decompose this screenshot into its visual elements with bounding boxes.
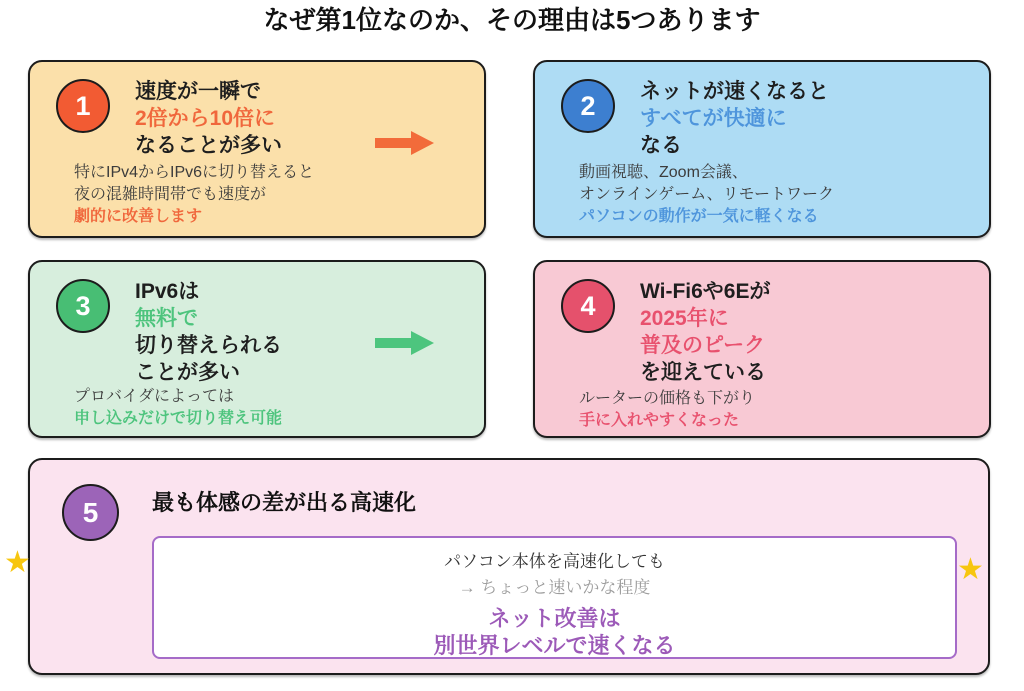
body-line: プロバイダによっては bbox=[74, 388, 235, 405]
number-badge-4: 4 bbox=[561, 279, 615, 333]
body-line: オンラインゲーム、リモートワーク bbox=[579, 186, 835, 203]
body-line: 動画視聴、Zoom会議、 bbox=[579, 164, 748, 181]
reason-card-4 bbox=[533, 260, 991, 438]
heading-line: ことが多い bbox=[135, 361, 240, 384]
heading-line: なる bbox=[640, 134, 682, 157]
heading-line-accent: 2025年に bbox=[640, 307, 729, 330]
card-body bbox=[579, 162, 834, 228]
number-badge-5: 5 bbox=[62, 484, 119, 541]
heading-line: 速度が一瞬で bbox=[135, 80, 261, 103]
heading-line-accent: 2倍から10倍に bbox=[135, 107, 276, 130]
reason-card-1 bbox=[28, 60, 486, 238]
heading-line: なることが多い bbox=[135, 134, 282, 157]
body-line: 夜の混雑時間帯でも速度が bbox=[74, 186, 267, 203]
card-body bbox=[74, 386, 282, 430]
star-icon-right: ★ bbox=[957, 553, 984, 586]
heading-line: 切り替えられる bbox=[135, 334, 282, 357]
star-icon-left: ★ bbox=[4, 546, 31, 579]
right-arrow-icon bbox=[375, 131, 434, 155]
conclusion-line: ネット改善は bbox=[488, 606, 621, 631]
heading-line: ネットが速くなると bbox=[640, 80, 829, 103]
comparison-box bbox=[152, 536, 957, 659]
reason-card-3 bbox=[28, 260, 486, 438]
right-arrow-icon bbox=[375, 331, 434, 355]
card-body bbox=[579, 388, 755, 432]
comparison-result-line: → ちょっと速いかな程度 bbox=[458, 578, 651, 597]
highlight-card-5 bbox=[28, 458, 990, 675]
conclusion-line: 別世界レベルで速くなる bbox=[433, 633, 676, 658]
number-badge-3: 3 bbox=[56, 279, 110, 333]
heading-line: Wi-Fi6や6Eが bbox=[640, 280, 771, 303]
body-line: ルーターの価格も下がり bbox=[579, 390, 756, 407]
body-line: 特にIPv4からIPv6に切り替えると bbox=[74, 164, 315, 181]
card-heading bbox=[135, 278, 282, 386]
heading-line: を迎えている bbox=[640, 361, 766, 384]
card-heading bbox=[640, 278, 771, 386]
body-accent-line: 申し込みだけで切り替え可能 bbox=[74, 410, 283, 427]
body-accent-line: 手に入れやすくなった bbox=[579, 412, 740, 429]
number-badge-2: 2 bbox=[561, 79, 615, 133]
reason-card-2 bbox=[533, 60, 991, 238]
heading-line-accent: すべてが快適に bbox=[640, 107, 787, 130]
heading-line: IPv6は bbox=[135, 280, 200, 303]
heading-line-accent: 無料で bbox=[135, 307, 198, 330]
comparison-premise-line: パソコン本体を高速化しても bbox=[444, 552, 665, 571]
card-heading bbox=[135, 78, 282, 159]
body-accent-line: 劇的に改善します bbox=[74, 208, 203, 225]
card-body bbox=[74, 162, 314, 228]
highlight-heading: 最も体感の差が出る高速化 bbox=[152, 490, 417, 515]
heading-line-accent: 普及のピーク bbox=[640, 334, 766, 357]
card-heading bbox=[640, 78, 829, 159]
body-accent-line: パソコンの動作が一気に軽くなる bbox=[579, 208, 819, 225]
page-title: なぜ第1位なのか、その理由は5つあります bbox=[263, 5, 761, 35]
number-badge-1: 1 bbox=[56, 79, 110, 133]
